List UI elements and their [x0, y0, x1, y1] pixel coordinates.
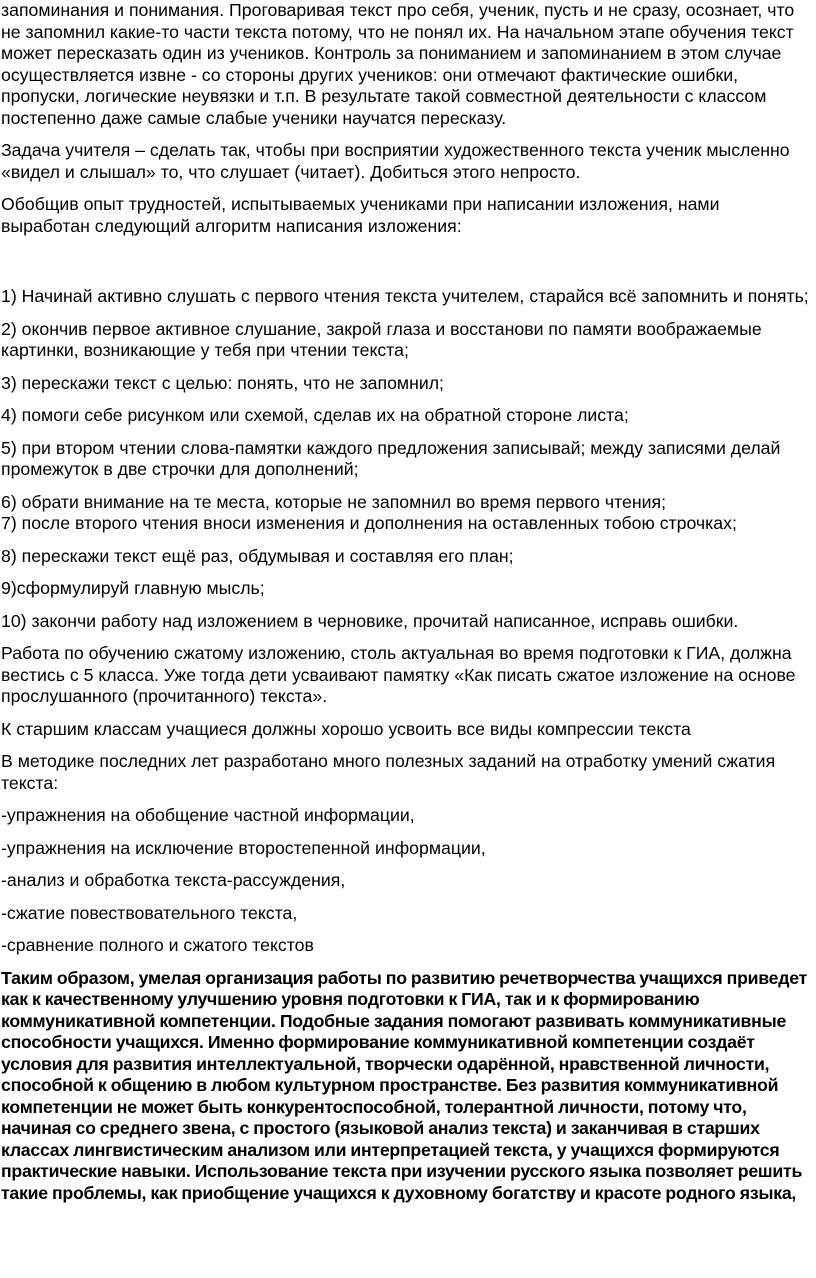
algorithm-step-2: 2) окончив первое активное слушание, закрой глаза и восстанови по памяти воображаемые картинки, возникающие у тебя при чтении текста;: [1, 318, 762, 360]
exercise-item-4: -сжатие повествовательного текста,: [1, 902, 298, 923]
paragraph-senior-classes: К старшим классам учащиеся должны хорошо усвоить все виды компрессии текста: [1, 718, 691, 739]
algorithm-step-8: 8) перескажи текст ещё раз, обдумывая и составляя его план;: [1, 545, 514, 566]
exercise-item-2: -упражнения на исключение второстепенной информации,: [1, 837, 486, 858]
paragraph-conclusion: Таким образом, умелая организация работы по развитию речетворчества учащихся приведет как к качественному улучшению уровня подготовки к ГИА, так и к формированию коммуникативной компетенции. Подобные задания помогают развивать коммуникативные способности учащихся. Именно формирование коммуникативной компетенции создаёт условия для развития интеллектуальной, творчески одарённой, нравственной личности, способной к общению в любом культурном пространстве. Без развития коммуникативной компетенции не может быть конкурентоспособной, толерантной личности, потому что, начиная со среднего звена, с простого (языковой анализ текста) и заканчивая в старших классах лингвистическим анализом или интерпретацией текста, у учащихся формируются практические навыки. Использование текста при изучении русского языка позволяет решить такие проблемы, как приобщение учащихся к духовному богатству и красоте родного языка,: [1, 967, 807, 1203]
algorithm-step-1: 1) Начинай активно слушать с первого чтения текста учителем, старайся всё запомнить и понять;: [1, 286, 809, 306]
paragraph-methodology-intro: В методике последних лет разработано много полезных заданий на отработку умений сжатия текста:: [1, 751, 776, 793]
algorithm-step-10: 10) закончи работу над изложением в черновике, прочитай написанное, исправь ошибки.: [1, 610, 739, 631]
algorithm-step-6: 6) обрати внимание на те места, которые не запомнил во время первого чтения;: [1, 491, 667, 512]
algorithm-step-3: 3) перескажи текст с целью: понять, что не запомнил;: [1, 372, 444, 393]
paragraph-compressed-summary: Работа по обучению сжатому изложению, столь актуальная во время подготовки к ГИА, должна вестись с 5 класса. Уже тогда дети усваивают памятку «Как писать сжатое изложение на основе прослушанного (прочитанного) текста».: [1, 643, 796, 706]
exercise-item-1: -упражнения на обобщение частной информации,: [1, 805, 415, 825]
algorithm-step-5: 5) при втором чтении слова-памятки каждого предложения записывай; между записями делай промежуток в две строчки для дополнений;: [1, 437, 781, 479]
paragraph-algorithm-intro: Обобщив опыт трудностей, испытываемых учениками при написании изложения, нами выработан следующий алгоритм написания изложения:: [1, 194, 720, 236]
algorithm-step-7: 7) после второго чтения вноси изменения и дополнения на оставленных тобою строчках;: [1, 513, 737, 533]
algorithm-step-9: 9)сформулируй главную мысль;: [1, 578, 265, 598]
paragraph-teacher-task: Задача учителя – сделать так, чтобы при восприятии художественного текста ученик мысленно «видел и слышал» то, что слушает (читает). Добиться этого непросто.: [1, 140, 790, 182]
algorithm-step-4: 4) помоги себе рисунком или схемой, сделав их на обратной стороне листа;: [1, 405, 629, 425]
paragraph-intro-continuation: запоминания и понимания. Проговаривая текст про себя, ученик, пусть и не сразу, осознает, что не запомнил какие-то части текста потому, что не понял их. На начальном этапе обучения текст может пересказать один из учеников. Контроль за пониманием и запоминанием в этом случае осуществляется извне - со стороны других учеников: они отмечают фактические ошибки, пропуски, логические неувязки и т.п. В результате такой совместной деятельности с классом постепенно даже самые слабые ученики научатся пересказу.: [1, 0, 795, 128]
exercise-item-3: -анализ и обработка текста-рассуждения,: [1, 870, 346, 890]
exercise-item-5: -сравнение полного и сжатого текстов: [1, 935, 314, 955]
